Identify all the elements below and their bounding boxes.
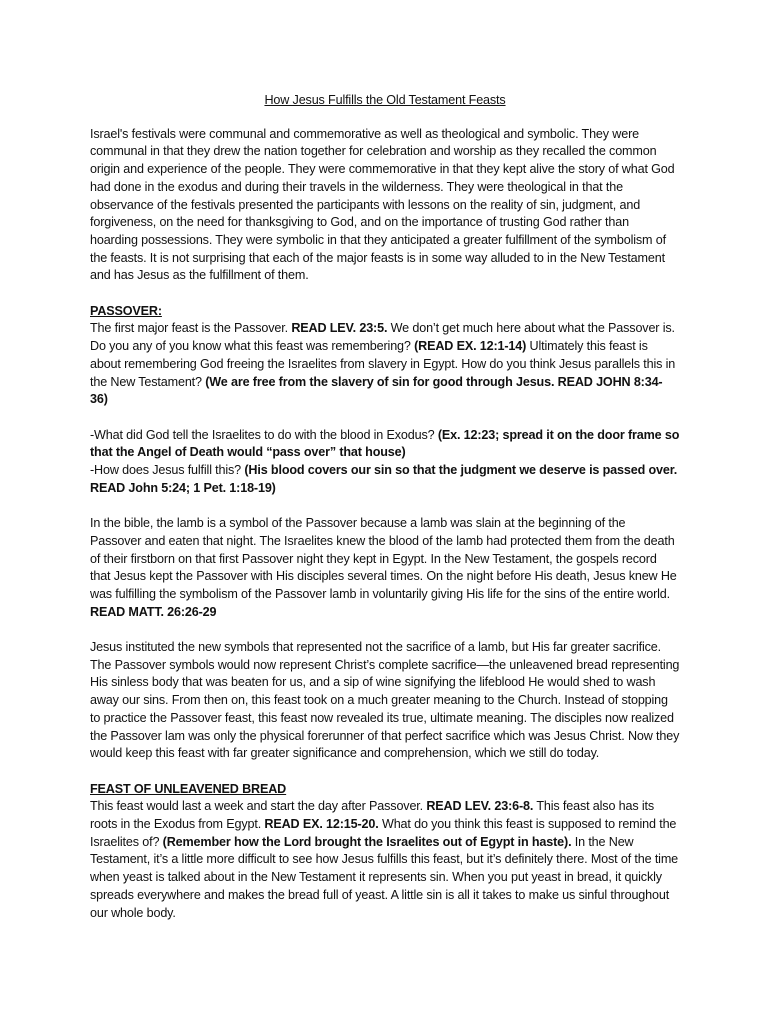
passover-q1-answer: (Ex. 12:23; spread it on the door frame so that the Angel of Death would “pass over” that house) bbox=[90, 427, 680, 460]
unleavened-ref-ex: READ EX. 12:15-20. bbox=[264, 817, 379, 832]
document-page bbox=[90, 92, 680, 940]
passover-q2-text: -How does Jesus fulfill this? bbox=[90, 463, 245, 478]
passover-paragraph-2 bbox=[90, 515, 680, 621]
passover-p2-text: In the bible, the lamb is a symbol of the Passover because a lamb was slain at the beginning of the Passover and eaten that night. The Israelites knew the blood of the lamb had protected them from the death of their firstborn on that first Passover night they kept in Egypt. In the New Testament, the gospels record that Jesus kept the Passover with His disciples several times. On the night before His death, Jesus knew He was fulfilling the symbolism of the Passover lamb in voluntarily giving His life for the sins of the entire world. bbox=[90, 516, 677, 601]
passover-p1-text-2: We don’t get much here about what the Passover is. Do you any of you know what this feast was remembering? bbox=[90, 321, 675, 354]
passover-p1-text-1: The first major feast is the Passover. bbox=[90, 321, 292, 336]
passover-p1-text-3: Ultimately this feast is about remembering God freeing the Israelites from slavery in Egypt. How do you think Jesus parallels this in the New Testament? bbox=[90, 339, 676, 389]
intro-paragraph: Israel's festivals were communal and commemorative as well as theological and symbolic. They were communal in that they drew the nation together for celebration and worship as they recalled the common origin and experience of the people. They were commemorative in that they kept alive the story of what God had done in the exodus and during their travels in the wilderness. They were theological in that the observance of the festivals presented the participants with lessons on the reality of sin, judgment, and forgiveness, on the need for thanksgiving to God, and on the importance of trusting God rather than hoarding possessions. They were symbolic in that they anticipated a greater fulfillment of the symbolism of the feasts. It is not surprising that each of the major feasts is in some way alluded to in the New Testament and has Jesus as the fulfillment of them. bbox=[90, 126, 675, 283]
unleavened-bread-heading: FEAST OF UNLEAVENED BREAD bbox=[90, 781, 287, 796]
passover-p1-ref-ex: (READ EX. 12:1-14) bbox=[414, 339, 527, 354]
passover-p1-ref-lev: READ LEV. 23:5. bbox=[291, 321, 388, 336]
unleavened-text-2: This feast also has its roots in the Exodus from Egypt. bbox=[90, 799, 654, 832]
unleavened-text-1: This feast would last a week and start the day after Passover. bbox=[90, 799, 427, 814]
passover-question-1 bbox=[90, 427, 680, 462]
passover-q2-answer: (His blood covers our sin so that the judgment we deserve is passed over. READ John 5:24; 1 Pet. 1:18-19) bbox=[90, 463, 678, 495]
passover-q1-text: -What did God tell the Israelites to do with the blood in Exodus? bbox=[90, 427, 438, 442]
unleavened-ref-lev: READ LEV. 23:6-8. bbox=[426, 799, 534, 814]
unleavened-answer: (Remember how the Lord brought the Israelites out of Egypt in haste). bbox=[162, 834, 572, 849]
unleavened-text-3: What do you think this feast is supposed to remind the Israelites of? bbox=[90, 817, 677, 849]
passover-question-2 bbox=[90, 462, 680, 497]
passover-paragraph-3: Jesus instituted the new symbols that represented not the sacrifice of a lamb, but His far greater sacrifice. The Passover symbols would now represent Christ’s complete sacrifice—the unleavened bread representing His sinless body that was beaten for us, and a sip of wine signifying the lifeblood He would shed to wash away our sins. From then on, this feast took on a much greater meaning to the Church. Instead of stopping to practice the Passover feast, this feast now revealed its true, ultimate meaning. The disciples now realized the Passover lam was only the physical forerunner of that perfect sacrifice which was Jesus Christ. Now they would keep this feast with far greater significance and comprehension, which we still do today. bbox=[90, 640, 680, 761]
passover-p2-ref-matt: READ MATT. 26:26-29 bbox=[90, 604, 217, 619]
unleavened-text-4: In the New Testament, it’s a little more difficult to see how Jesus fulfills this feast, but it’s definitely there. Most of the time when yeast is talked about in the New Testament it represents sin. When you put yeast in bread, it quickly spreads everywhere and makes the bread full of yeast. A little sin is all it takes to make us sinful throughout our whole body. bbox=[90, 834, 679, 920]
document-title: How Jesus Fulfills the Old Testament Feasts bbox=[264, 93, 506, 107]
passover-heading: PASSOVER: bbox=[90, 303, 162, 318]
passover-paragraph-1 bbox=[90, 320, 680, 409]
passover-p1-answer: (We are free from the slavery of sin for good through Jesus. READ JOHN 8:34-36) bbox=[90, 374, 663, 407]
unleavened-bread-paragraph bbox=[90, 798, 680, 922]
